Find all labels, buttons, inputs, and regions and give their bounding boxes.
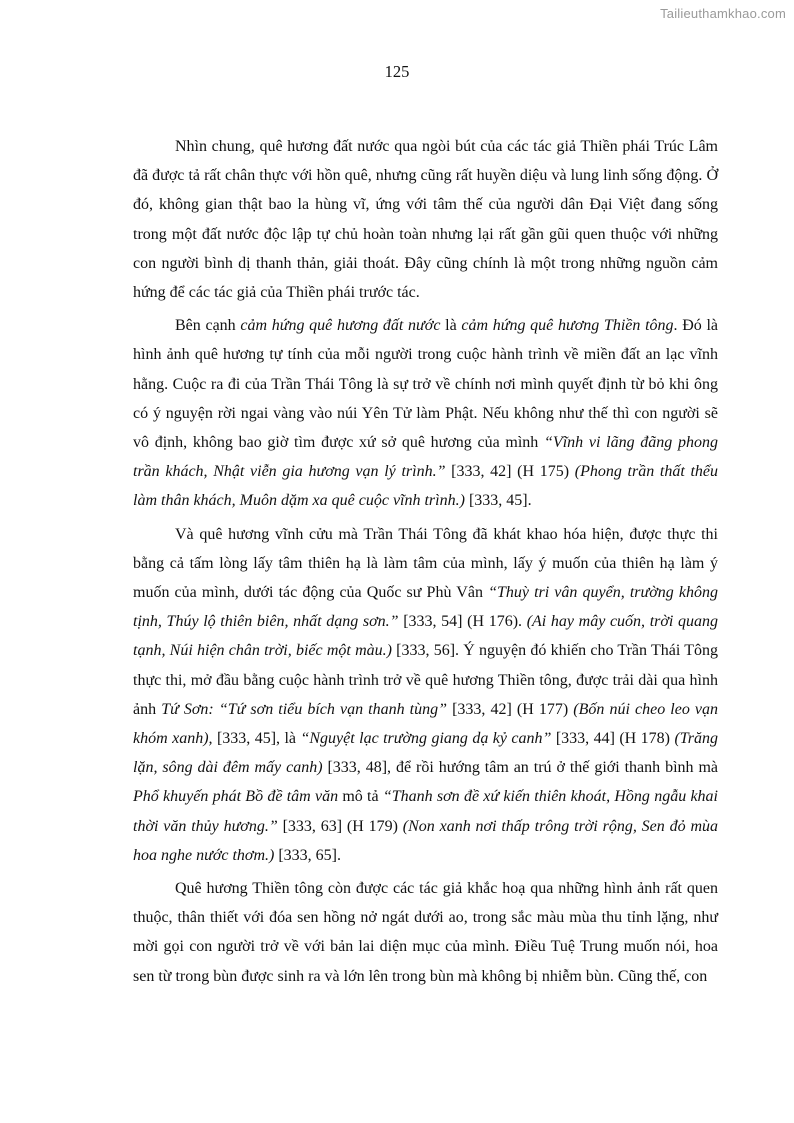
italic-text: (Ai hay mây cuốn, trời quang tạnh, Núi hiện chân trời, biếc một màu.) (133, 613, 719, 660)
italic-text: cảm hứng quê hương Thiền tông (461, 317, 674, 335)
text-run: là (440, 317, 462, 335)
text-run: [333, 65]. (274, 846, 341, 864)
text-run: [333, 54] (H 176). (398, 613, 527, 631)
body-text (133, 132, 718, 995)
italic-text: Phổ khuyến phát Bồ đề tâm văn (133, 788, 339, 806)
paragraph (133, 311, 718, 515)
italic-text: “Thanh sơn đề xứ kiến thiên khoát, Hồng ngẫu khai thời văn thủy hương.” (133, 788, 719, 835)
text-run: Nhìn chung, quê hương đất nước qua ngòi bút của các tác giả Thiền phái Trúc Lâm đã được tả rất chân thực với hồn quê, nhưng cũng rất huyền diệu và lung linh sống động. Ở đó, không gian thật bao la hùng vĩ, ứng với tâm thế của người dân Đại Việt đang sống trong một đất nước độc lập tự chủ hoàn toàn nhưng lại rất gần gũi quen thuộc với những con người bình dị thanh thản, giải thoát. Đây cũng chính là một trong những nguồn cảm hứng để các tác giả của Thiền phái trước tác. (133, 138, 718, 302)
italic-text: Tứ Sơn: “Tứ sơn tiểu bích vạn thanh tùng” (161, 700, 448, 718)
italic-text: (Bốn núi cheo leo vạn khóm xanh), (133, 700, 719, 748)
paragraph (133, 132, 718, 307)
text-run: Và quê hương vĩnh cửu mà Trần Thái Tông đã khát khao hóa hiện, được thực thi bằng cả tấm lòng lấy tâm thiên hạ là làm tâm của mình, lấy ý muốn của thiên hạ làm ý muốn của mình, dưới tác động của Quốc sư Phù Vân (133, 525, 718, 602)
text-run: [333, 45], là (212, 730, 301, 748)
text-run: [333, 48], để rồi hướng tâm an trú ở thế giới thanh bình mà (322, 759, 719, 777)
italic-text: (Phong trần thất thểu làm thân khách, Muôn dặm xa quê cuộc vĩnh trình.) (133, 463, 719, 510)
italic-text: “Nguyệt lạc trường giang dạ kỷ canh” (300, 730, 552, 748)
italic-text: (Non xanh nơi thấp trông trời rộng, Sen đỏ mùa hoa nghe nước thơm.) (133, 817, 719, 864)
italic-text: (Trăng lặn, sông dài đêm mấy canh) (133, 730, 719, 777)
italic-text: cảm hứng quê hương đất nước (240, 317, 441, 335)
page-number: 125 (384, 62, 410, 81)
text-run: Quê hương Thiền tông còn được các tác giả khắc hoạ qua những hình ảnh rất quen thuộc, thân thiết với đóa sen hồng nở ngát dưới ao, trong sắc màu mùa thu tỉnh lặng, như mời gọi con người trở về với bản lai diện mục của mình. Điều Tuệ Trung muốn nói, hoa sen từ trong bùn được sinh ra và lớn lên trong bùn mà không bị nhiễm bùn. Cũng thế, con (133, 880, 718, 985)
text-run: [333, 44] (H 178) (551, 730, 675, 748)
text-run: . Đó là hình ảnh quê hương tự tính của mỗi người trong cuộc hành trình về miền đất an lạc vĩnh hằng. Cuộc ra đi của Trần Thái Tông là sự trở về chính nơi mình quyết định từ bỏ khi ông có ý nguyện rời ngai vàng vào núi Yên Tử làm Phật. Nếu không như thế thì con người sẽ vô định, không bao giờ tìm được xứ sở quê hương của mình (133, 317, 719, 452)
watermark: Tailieuthamkhao.com (660, 6, 786, 21)
text-run: [333, 56]. Ý nguyện đó khiến cho Trần Thái Tông thực thi, mở đầu bằng cuộc hành trình trở về quê hương Thiền tông, được trải dài qua hình ảnh (133, 642, 718, 718)
text-run: mô tả (338, 788, 383, 806)
italic-text: “Thuỳ tri vân quyển, trường không tịnh, Thúy lộ thiên biên, nhất dạng sơn.” (133, 584, 718, 631)
text-run: [333, 45]. (464, 492, 532, 510)
paragraph (133, 874, 718, 991)
paragraph (133, 520, 718, 870)
text-run: [333, 42] (H 177) (447, 700, 574, 718)
text-run: Bên cạnh (175, 317, 241, 335)
text-run: [333, 63] (H 179) (277, 817, 403, 835)
text-run: [333, 42] (H 175) (445, 463, 575, 481)
italic-text: “Vĩnh vi lãng đãng phong trần khách, Nhật viễn gia hương vạn lý trình.” (133, 434, 719, 481)
